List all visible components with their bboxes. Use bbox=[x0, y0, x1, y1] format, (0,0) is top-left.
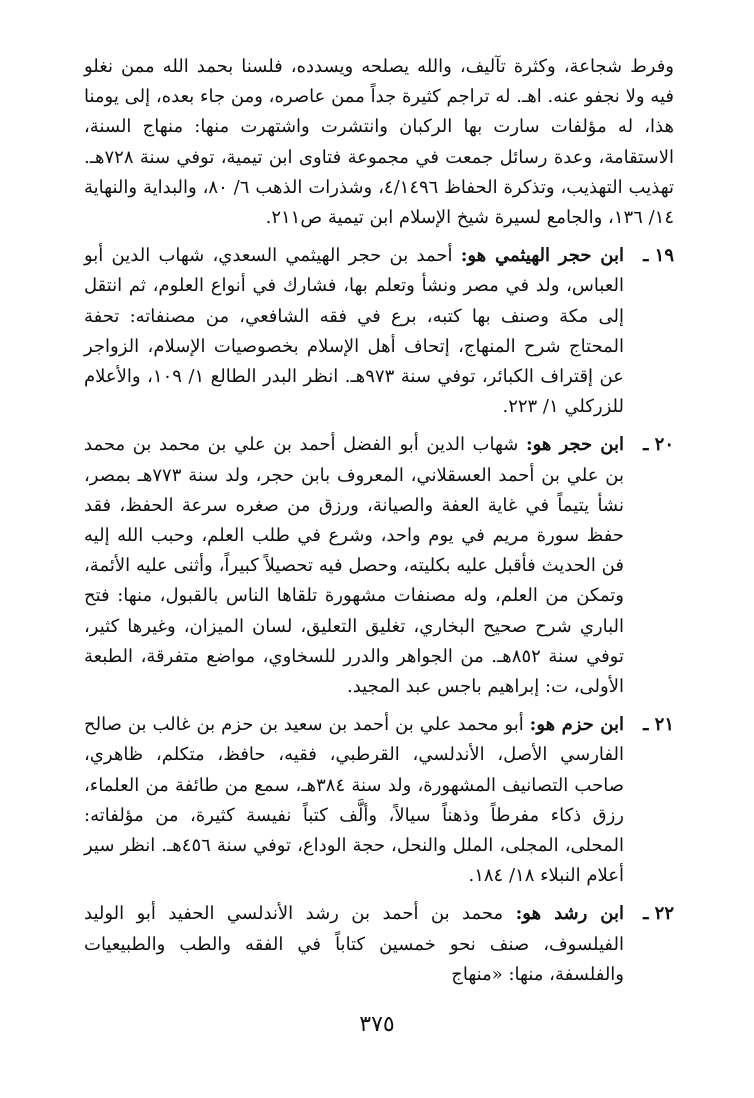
entry-body bbox=[84, 430, 624, 702]
intro-paragraph: وفرط شجاعة، وكثرة تآليف، والله يصلحه ويسدده، فلسنا بحمد الله ممن نغلو فيه ولا نجفو عنه. اهـ. له تراجم كثيرة جداً ممن عاصره، ومن جاء بعده، إلى يومنا هذا، له مؤلفات سارت بها الركبان وانتشرت واشتهرت منها: منهاج السنة، الاستقامة، وعدة رسائل جمعت في مجموعة فتاوى ابن تيمية، توفي سنة ٧٢٨هـ. تهذيب التهذيب، وتذكرة الحفاظ ٤/١٤٩٦، وشذرات الذهب ٦/ ٨٠، والبداية والنهاية ١٤/ ١٣٦، والجامع لسيرة شيخ الإسلام ابن تيمية ص٢١١. bbox=[84, 56, 674, 229]
entry-number: ٢٢ ـ bbox=[643, 903, 674, 925]
entry-text: شهاب الدين أبو الفضل أحمد بن علي بن محمد بن محمد بن علي بن أحمد العسقلاني، المعروف بابن حجر، ولد سنة ٧٧٣هـ بمصر، نشأ يتيماً في غاية العفة والصيانة، ورزق من صغره سرعة الحفظ، فقد حفظ سورة مريم في يوم واحد، وشرع في طلب العلم، وحبب الله إليه فن الحديث فأقبل عليه بكليته، وحصل فيه تحصيلاً كبيراً، وأثنى عليه الأئمة، وتمكن من العلم، وله مصنفات مشهورة تلقاها الناس بالقبول، منها: فتح الباري شرح صحيح البخاري، تغليق التعليق، لسان الميزان، وغيرها كثير، توفي سنة ٨٥٢هـ. من الجواهر والدرر للسخاوي، مواضع متفرقة، الطبعة الأولى، ت: إبراهيم باجس عبد المجيد. bbox=[84, 434, 624, 698]
entry-number: ٢٠ ـ bbox=[643, 434, 674, 456]
page-number: ٣٧٥ bbox=[359, 1012, 395, 1037]
biography-entry-19 bbox=[84, 241, 674, 422]
biography-entry-20 bbox=[84, 430, 674, 702]
entry-text: محمد بن أحمد بن رشد الأندلسي الحفيد أبو الوليد الفيلسوف، صنف نحو خمسين كتاباً في الفقه والطب والطبيعيات والفلسفة، منها: «منهاج bbox=[84, 903, 624, 985]
entry-body bbox=[84, 899, 624, 990]
biography-entry-21 bbox=[84, 710, 674, 891]
entry-number: ١٩ ـ bbox=[643, 245, 674, 267]
entry-name: ابن حجر الهيثمي هو: bbox=[460, 245, 624, 267]
biography-entry-22 bbox=[84, 899, 674, 990]
entry-body bbox=[84, 710, 624, 891]
entry-name: ابن حجر هو: bbox=[525, 434, 624, 456]
entry-body bbox=[84, 241, 624, 422]
entry-number: ٢١ ـ bbox=[643, 714, 674, 736]
entry-name: ابن رشد هو: bbox=[515, 903, 625, 925]
entry-text: أحمد بن حجر الهيثمي السعدي، شهاب الدين أبو العباس، ولد في مصر ونشأ وتعلم بها، فشارك في أنواع العلوم، ثم انتقل إلى مكة وصنف بها كتبه، برع في فقه الشافعي، من مصنفاته: تحفة المحتاج شرح المنهاج، إتحاف أهل الإسلام بخصوصيات الإسلام، الزواجر عن إقتراف الكبائر، توفي سنة ٩٧٣هـ. انظر البدر الطالع ١/ ١٠٩، والأعلام للزركلي ١/ ٢٢٣. bbox=[84, 245, 624, 418]
entry-text: أبو محمد علي بن أحمد بن سعيد بن حزم بن غالب بن صالح الفارسي الأصل، الأندلسي، القرطبي، فقيه، حافظ، متكلم، ظاهري، صاحب التصانيف المشهورة، ولد سنة ٣٨٤هـ، سمع من طائفة من العلماء، رزق ذكاء مفرطاً وذهناً سيالاً، وألَّف كتباً نفيسة كثيرة، من مؤلفاته: المحلى، المجلى، الملل والنحل، حجة الوداع، توفي سنة ٤٥٦هـ. انظر سير أعلام النبلاء ١٨/ ١٨٤. bbox=[84, 714, 625, 887]
entry-name: ابن حزم هو: bbox=[529, 714, 624, 736]
